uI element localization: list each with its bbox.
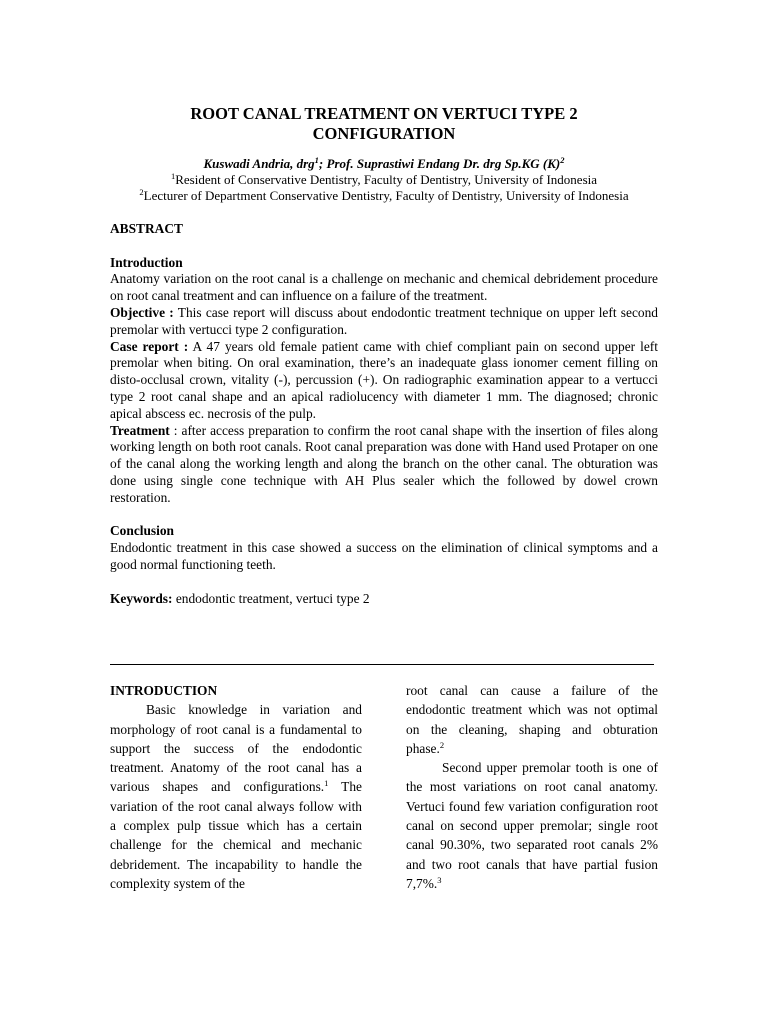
affiliation-1 [110,172,658,188]
affiliation-2-text: Lecturer of Department Conservative Dentistry, Faculty of Dentistry, University of Indonesia [143,188,629,203]
citation-1: 1 [324,778,329,789]
title-line-1: ROOT CANAL TREATMENT ON VERTUCI TYPE 2 [190,104,578,123]
introduction-heading: INTRODUCTION [110,683,218,698]
citation-2: 2 [439,739,445,750]
case-report-text: A 47 years old female patient came with chief compliant pain on second upper left premolar when biting. On oral examination, there’s an inadequate glass ionomer cement filling on disto-occlusal crown, vitality (-), percussion (+). On radiographic examination appear to a vertucci type 2 root canal shape and an apical radiolucency with diameter 1 mm. The diagnosed; chronic apical abscess ec. necrosis of the pulp. [110,338,658,421]
paper-title [110,104,658,144]
author-1: Kuswadi Andria, drg [203,156,315,171]
abstract-conclusion-text: Endodontic treatment in this case showed a success on the elimination of clinical symptoms and a good normal functioning teeth. [110,540,658,572]
premolar-text: Second upper premolar tooth is one of the most variations on root canal anatomy. Vertuci found few variation configuration root canal on second upper premolar; single root canal 90.30%, two separated root canals 2% and two root canals that have partial fusion 7,7%. [406,760,658,891]
affiliation-1-sup: 1 [170,171,176,181]
abstract-intro-heading: Introduction [110,254,183,270]
citation-3: 3 [437,874,442,885]
keywords-label: Keywords: [110,590,173,606]
body-column-right [406,681,658,893]
abstract-conclusion-heading: Conclusion [110,523,174,539]
objective-text: This case report will discuss about endodontic treatment technique on upper left second premolar with vertucci type 2 configuration. [110,304,658,337]
abstract-section [110,221,658,607]
introduction-paragraph-2 [406,758,658,893]
affiliation-2-sup: 2 [139,187,144,197]
keywords-text: endodontic treatment, vertuci type 2 [172,590,370,606]
author-1-sup: 1 [314,155,319,165]
author-block [110,156,658,204]
title-line-2: CONFIGURATION [312,124,456,143]
abstract-case-report [110,339,658,423]
intro-text-part-1: Basic knowledge in variation and morphology of root canal is a fundamental to support the success of the endodontic treatment. Anatomy of the root canal has a various shapes and configurations. [110,702,362,795]
abstract-keywords [110,591,658,608]
intro-continued-text: root canal can cause a failure of the endodontic treatment which was not optimal on the cleaning, shaping and obturation phase. [406,683,658,756]
treatment-label: Treatment [110,422,170,438]
abstract-treatment [110,423,658,507]
author-2: Prof. Suprastiwi Endang Dr. drg Sp.KG (K) [326,156,561,171]
body-column-left [110,681,362,893]
abstract-intro-text: Anatomy variation on the root canal is a challenge on mechanic and chemical debridement procedure on root canal treatment and can influence on a failure of the treatment. [110,271,658,304]
intro-text-part-2: The variation of the root canal always follow with a complex pulp tissue which has a certain challenge for the chemical and mechanic debridement. The incapability to handle the complexity system of the [110,779,362,891]
author-separator: ; [318,156,327,171]
case-report-label: Case report : [110,338,189,354]
objective-label: Objective : [110,304,174,320]
abstract-heading: ABSTRACT [110,221,183,236]
introduction-paragraph-1-cont [406,681,658,758]
abstract-objective [110,305,658,339]
author-2-sup: 2 [560,155,565,165]
author-names [110,156,658,172]
treatment-text: : after access preparation to confirm the root canal shape with the insertion of files along working length on both root canals. Root canal preparation was done with Hand used Protaper on one of the canal along the working length and along the branch on the other canal. The obturation was done using single cone technique with AH Plus sealer which the followed by dowel crown restoration. [110,422,658,505]
introduction-paragraph-1 [110,700,362,893]
section-divider [110,664,654,665]
affiliation-2 [110,188,658,204]
affiliation-1-text: Resident of Conservative Dentistry, Faculty of Dentistry, University of Indonesia [175,172,598,187]
